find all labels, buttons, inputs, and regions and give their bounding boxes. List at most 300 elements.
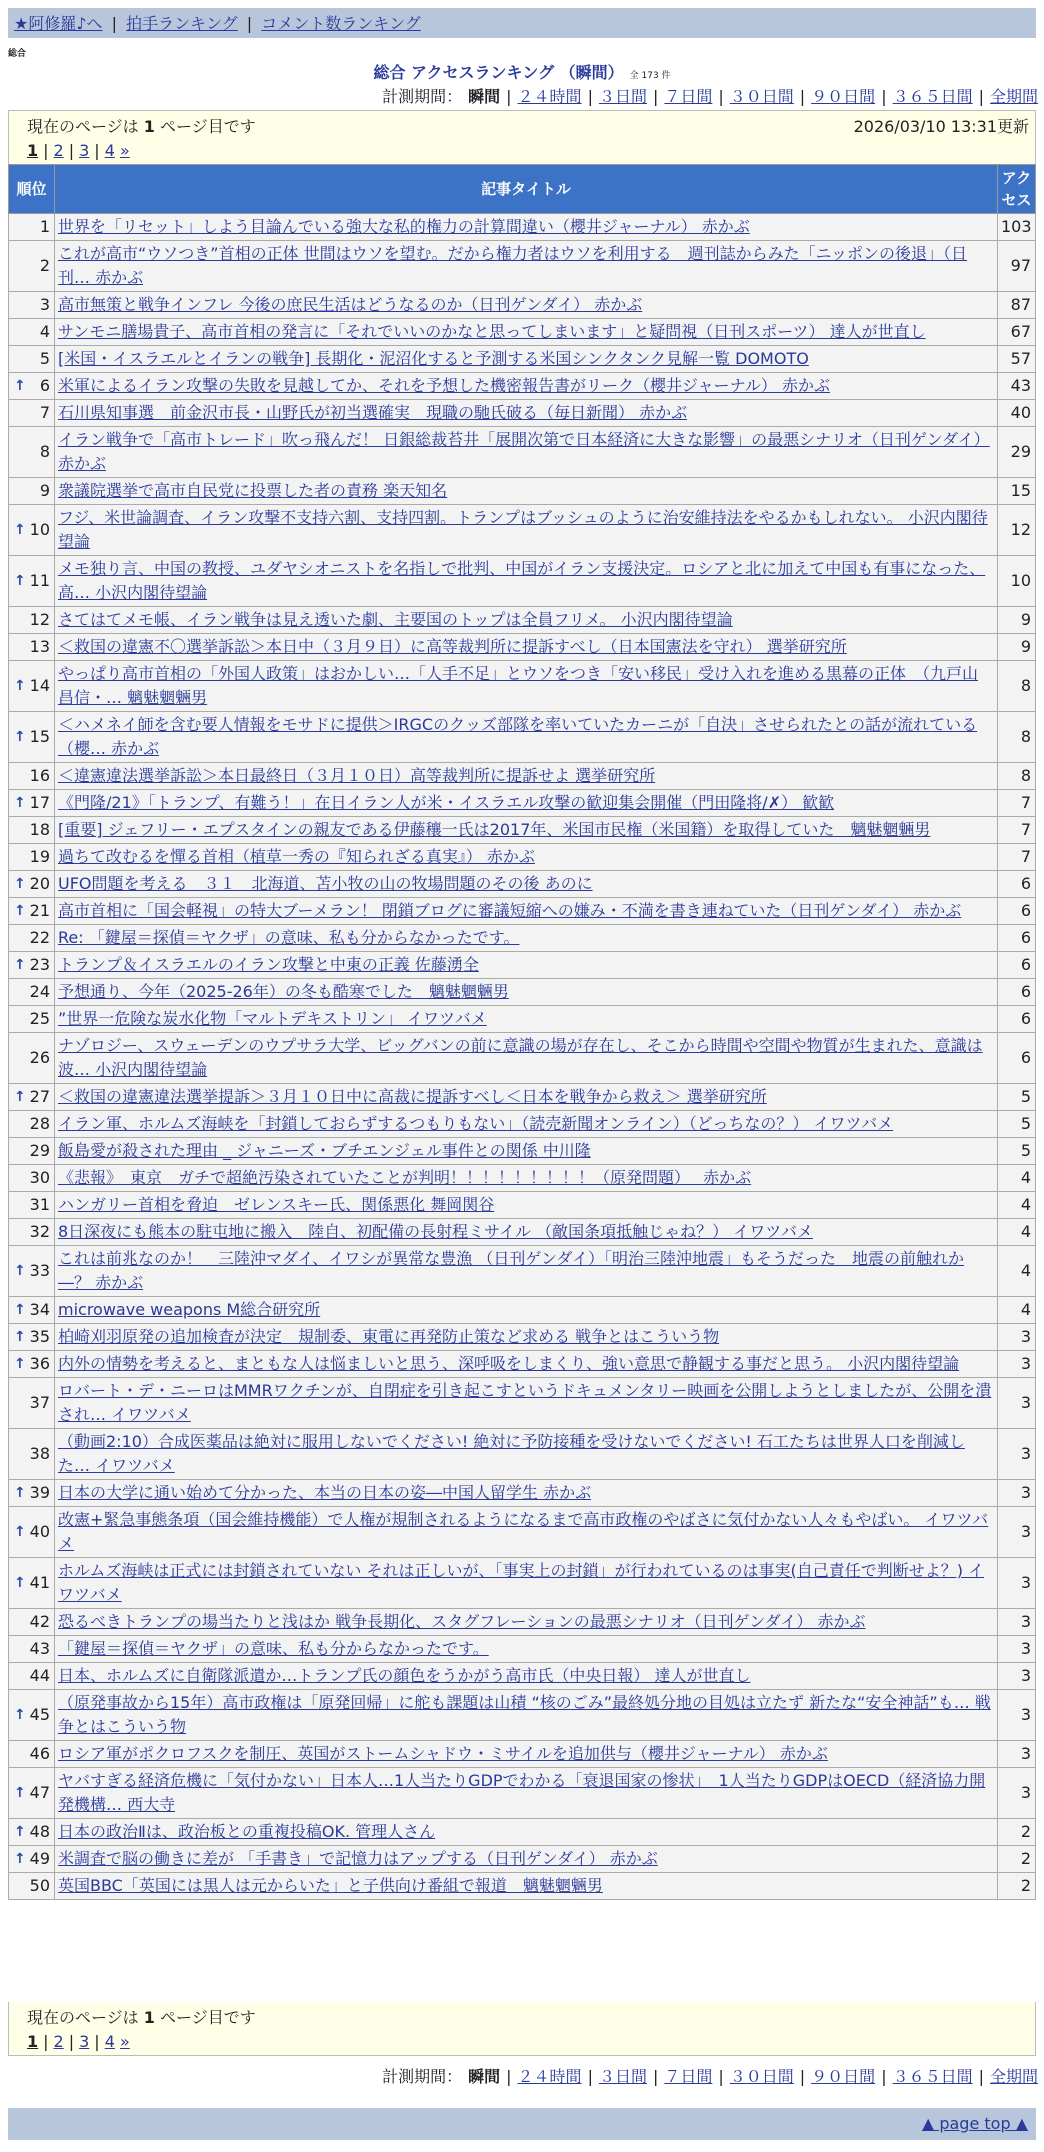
- rank-number: 12: [29, 610, 50, 629]
- rank-cell: [9, 634, 55, 661]
- rank-number: 46: [29, 1744, 50, 1763]
- rank-number: 1: [39, 217, 50, 236]
- rank-cell: [9, 1609, 55, 1636]
- count-cell: 2: [998, 1846, 1036, 1873]
- up-arrow-icon: ↑: [14, 957, 26, 973]
- table-row: [9, 1507, 1036, 1558]
- count-cell: 3: [998, 1480, 1036, 1507]
- rank-number: 16: [29, 766, 50, 785]
- article-title-link[interactable]: イラン戦争で「高市トレード」吹っ飛んだ！ 日銀総裁苔井「展開次第で日本経済に大きな影響」の最悪シナリオ（日刊ゲンダイ） 赤かぶ: [58, 430, 990, 473]
- up-arrow-icon: ↑: [14, 378, 26, 394]
- rank-cell: [9, 1351, 55, 1378]
- period-option-link[interactable]: ３０日間: [729, 87, 794, 106]
- period-option-link[interactable]: ３日間: [598, 2067, 647, 2086]
- title-cell: [55, 871, 998, 898]
- title-cell: [55, 712, 998, 763]
- up-arrow-icon: ↑: [14, 1329, 26, 1345]
- period-separator: |: [718, 87, 724, 106]
- rank-number: 20: [29, 874, 50, 893]
- table-row: [9, 661, 1036, 712]
- count-cell: 8: [998, 661, 1036, 712]
- rank-number: 28: [29, 1114, 50, 1133]
- period-separator: |: [799, 2067, 806, 2086]
- period-option-link[interactable]: ２４時間: [517, 87, 582, 106]
- count-cell: 4: [998, 1192, 1036, 1219]
- applause-ranking-link[interactable]: 拍手ランキング: [126, 14, 238, 33]
- period-option-link[interactable]: ３６５日間: [892, 87, 973, 106]
- count-cell: 7: [998, 817, 1036, 844]
- title-cell: [55, 898, 998, 925]
- table-row: [9, 556, 1036, 607]
- title-cell: [55, 1165, 998, 1192]
- rank-cell: [9, 712, 55, 763]
- pager-separator: |: [68, 141, 75, 160]
- rank-cell: [9, 373, 55, 400]
- table-row: [9, 1663, 1036, 1690]
- table-row: [9, 1558, 1036, 1609]
- rank-number: 47: [29, 1783, 50, 1802]
- current-page-number: 1: [143, 117, 155, 136]
- period-separator: |: [652, 87, 659, 106]
- article-title-link[interactable]: ロシア軍がポクロフスクを制圧、英国がストームシャドウ・ミサイルを追加供与（櫻井ジャーナル） 赤かぶ: [58, 1744, 828, 1763]
- rank-number: 36: [29, 1354, 50, 1373]
- rank-number: 25: [29, 1009, 50, 1028]
- rank-cell: [9, 1033, 55, 1084]
- table-row: [9, 1690, 1036, 1741]
- article-title-link[interactable]: 日本の大学に通い始めて分かった、本当の日本の姿―中国人留学生 赤かぶ: [58, 1483, 592, 1502]
- rank-cell: [9, 1324, 55, 1351]
- period-separator: |: [506, 87, 512, 106]
- table-row: [9, 346, 1036, 373]
- rank-number: 17: [29, 793, 50, 812]
- pager-page-link[interactable]: 3: [79, 2032, 90, 2051]
- period-option-link[interactable]: ３０日間: [729, 2067, 794, 2086]
- article-title-link[interactable]: イラン軍、ホルムズ海峡を「封鎖しておらずするつもりもない」（読売新聞オンライン）（どっちなの？） イワツバメ: [58, 1114, 894, 1133]
- table-row: [9, 214, 1036, 241]
- up-arrow-icon: ↑: [14, 522, 26, 538]
- up-arrow-icon: ↑: [14, 1785, 26, 1801]
- period-separator: |: [587, 2067, 593, 2086]
- rank-number: 33: [29, 1261, 50, 1280]
- period-option-link[interactable]: ２４時間: [517, 2067, 582, 2086]
- count-cell: 3: [998, 1429, 1036, 1480]
- period-current: 瞬間: [468, 87, 501, 106]
- rank-cell: [9, 400, 55, 427]
- article-title-link[interactable]: 米軍によるイラン攻撃の失敗を見越してか、それを予想した機密報告書がリーク（櫻井ジャーナル） 赤かぶ: [58, 376, 830, 395]
- table-row: [9, 1084, 1036, 1111]
- rank-number: 18: [29, 820, 50, 839]
- rank-number: 6: [39, 376, 50, 395]
- article-title-link[interactable]: ナゾロジー、スウェーデンのウプサラ大学、ビッグバンの前に意識の場が存在し、そこから時間や空間や物質が生まれた、意識は波… 小沢内閣待望論: [58, 1036, 983, 1079]
- table-row: [9, 1429, 1036, 1480]
- count-cell: 15: [998, 478, 1036, 505]
- col-header-title: 記事タイトル: [55, 165, 998, 214]
- article-title-link[interactable]: 飯島愛が殺された理由 _ ジャニーズ・ブチエンジェル事件との関係 中川隆: [58, 1141, 591, 1160]
- rank-cell: [9, 1846, 55, 1873]
- title-cell: [55, 925, 998, 952]
- title-cell: [55, 1846, 998, 1873]
- article-title-link[interactable]: ヤバすぎる経済危機に「気付かない」日本人…1人当たりGDPでわかる「衰退国家の惨状」 1人当たりGDPはOECD（経済協力開発機構… 西大寺: [58, 1771, 986, 1814]
- table-row: [9, 1111, 1036, 1138]
- title-cell: [55, 292, 998, 319]
- title-cell: [55, 1192, 998, 1219]
- rank-number: 5: [39, 349, 50, 368]
- count-cell: 40: [998, 400, 1036, 427]
- article-title-link[interactable]: トランプ＆イスラエルのイラン攻撃と中東の正義 佐藤湧全: [58, 955, 479, 974]
- title-cell: [55, 1663, 998, 1690]
- table-row: [9, 1246, 1036, 1297]
- table-row: [9, 1378, 1036, 1429]
- table-row: [9, 1006, 1036, 1033]
- title-cell: [55, 1246, 998, 1297]
- title-cell: [55, 1507, 998, 1558]
- article-title-link[interactable]: ＜ハメネイ師を含む要人情報をモサドに提供＞IRGCのクッズ部隊を率いていたカーニが「自決」させられたとの話が流れている（櫻… 赤かぶ: [58, 715, 978, 758]
- count-cell: 4: [998, 1246, 1036, 1297]
- rank-number: 29: [29, 1141, 50, 1160]
- rank-number: 30: [29, 1168, 50, 1187]
- count-cell: 43: [998, 373, 1036, 400]
- rank-number: 32: [29, 1222, 50, 1241]
- article-title-link[interactable]: 内外の情勢を考えると、まともな人は悩ましいと思う、深呼吸をしまくり、強い意思で静観する事だと思う。 小沢内閣待望論: [58, 1354, 960, 1373]
- article-title-link[interactable]: UFO問題を考える ３１ 北海道、苫小牧の山の牧場問題のその後 あのに: [58, 874, 593, 893]
- period-selector: [382, 84, 1038, 107]
- count-cell: 6: [998, 898, 1036, 925]
- table-row: [9, 478, 1036, 505]
- title-cell: [55, 1558, 998, 1609]
- title-cell: [55, 1609, 998, 1636]
- current-page-text-pre: 現在のページは: [27, 117, 139, 136]
- pager-page-link[interactable]: 3: [79, 141, 90, 160]
- article-title-link[interactable]: これが高市“ウソつき”首相の正体 世間はウソを望む。だから権力者はウソを利用する 週刊誌からみた「ニッポンの後退」（日刊… 赤かぶ: [58, 244, 968, 287]
- rank-number: 15: [29, 727, 50, 746]
- count-cell: 3: [998, 1378, 1036, 1429]
- rank-cell: [9, 1819, 55, 1846]
- rank-cell: [9, 1378, 55, 1429]
- title-cell: [55, 1084, 998, 1111]
- rank-cell: [9, 1690, 55, 1741]
- rank-cell: [9, 1297, 55, 1324]
- article-title-link[interactable]: 高市無策と戦争インフレ 今後の庶民生活はどうなるのか（日刊ゲンダイ） 赤かぶ: [58, 295, 643, 314]
- rank-number: 26: [29, 1048, 50, 1067]
- count-cell: 5: [998, 1084, 1036, 1111]
- count-cell: 9: [998, 607, 1036, 634]
- rank-cell: [9, 427, 55, 478]
- table-row: [9, 979, 1036, 1006]
- period-option-link[interactable]: ３日間: [598, 87, 647, 106]
- ranking-table: [8, 164, 1036, 1900]
- title-cell: [55, 400, 998, 427]
- rank-number: 50: [29, 1876, 50, 1895]
- article-title-link[interactable]: ＜違憲違法選挙訴訟＞本日最終日（３月１０日）高等裁判所に提訴せよ 選挙研究所: [58, 766, 656, 785]
- up-arrow-icon: ↑: [14, 876, 26, 892]
- up-arrow-icon: ↑: [14, 1356, 26, 1372]
- rank-cell: [9, 214, 55, 241]
- title-cell: [55, 1324, 998, 1351]
- article-title-link[interactable]: ＜救国の違憲違法選挙提訴＞３月１０日中に高裁に提訴すべし＜日本を戦争から救え＞ 選挙研究所: [58, 1087, 767, 1106]
- period-option-link[interactable]: ７日間: [664, 2067, 713, 2086]
- table-row: [9, 1033, 1036, 1084]
- rank-number: 2: [39, 256, 50, 275]
- article-title-link[interactable]: さてはてメモ帳、イラン戦争は見え透いた劇、主要国のトップは全員フリメ。 小沢内閣待望論: [58, 610, 733, 629]
- title-cell: [55, 1006, 998, 1033]
- pager-next-link[interactable]: »: [119, 2032, 130, 2051]
- rank-number: 21: [29, 901, 50, 920]
- title-cell: [55, 556, 998, 607]
- page-top-link[interactable]: ▲ page top ▲: [921, 2114, 1028, 2133]
- article-title-link[interactable]: microwave weapons M総合研究所: [58, 1300, 321, 1319]
- pager-separator: |: [68, 2032, 75, 2051]
- rank-cell: [9, 763, 55, 790]
- count-cell: 3: [998, 1351, 1036, 1378]
- table-row: [9, 790, 1036, 817]
- period-option-link[interactable]: ３６５日間: [892, 2067, 973, 2086]
- count-cell: 3: [998, 1507, 1036, 1558]
- article-title-link[interactable]: 衆議院選挙で高市自民党に投票した者の責務 楽天知名: [58, 481, 448, 500]
- title-cell: [55, 1819, 998, 1846]
- count-cell: 103: [998, 214, 1036, 241]
- period-option-link[interactable]: ７日間: [664, 87, 713, 106]
- article-title-link[interactable]: 恐るべきトランプの場当たりと浅はか 戦争長期化、スタグフレーションの最悪シナリオ（日刊ゲンダイ） 赤かぶ: [58, 1612, 866, 1631]
- count-cell: 6: [998, 925, 1036, 952]
- table-row: [9, 1324, 1036, 1351]
- article-title-link[interactable]: ハンガリー首相を脅迫 ゼレンスキー氏、関係悪化 舞岡関谷: [58, 1195, 495, 1214]
- title-cell: [55, 763, 998, 790]
- nav-separator: |: [246, 14, 253, 33]
- comment-ranking-link[interactable]: コメント数ランキング: [261, 14, 421, 33]
- table-row: [9, 898, 1036, 925]
- up-arrow-icon: ↑: [14, 1524, 26, 1540]
- rank-number: 14: [29, 676, 50, 695]
- count-cell: 4: [998, 1297, 1036, 1324]
- up-arrow-icon: ↑: [14, 573, 26, 589]
- table-header-row: [9, 165, 1036, 214]
- count-cell: 3: [998, 1636, 1036, 1663]
- up-arrow-icon: ↑: [14, 1302, 26, 1318]
- title-cell: [55, 1741, 998, 1768]
- article-title-link[interactable]: フジ、米世論調査、イラン攻撃不支持六割、支持四割。トランプはブッシュのように治安維持法をやるかもしれない。 小沢内閣待望論: [58, 508, 988, 551]
- rank-number: 13: [29, 637, 50, 656]
- article-title-link[interactable]: （動画2:10）合成医薬品は絶対に服用しないでください! 絶対に予防接種を受けないでください! 石工たちは世界人口を削減した… イワツバメ: [58, 1432, 965, 1475]
- rank-number: 24: [29, 982, 50, 1001]
- rank-cell: [9, 1246, 55, 1297]
- count-cell: 9: [998, 634, 1036, 661]
- count-cell: 5: [998, 1138, 1036, 1165]
- article-title-link[interactable]: 《悲報》 東京 ガチで超絶汚染されていたことが判明！！！！！！！！！（原発問題） 赤かぶ: [58, 1168, 752, 1187]
- article-title-link[interactable]: これは前兆なのか！ 三陸沖マダイ、イワシが異常な豊漁 （日刊ゲンダイ）「明治三陸沖地震」もそうだった 地震の前触れか―？ 赤かぶ: [58, 1249, 965, 1292]
- title-cell: [55, 478, 998, 505]
- count-cell: 5: [998, 1111, 1036, 1138]
- table-row: [9, 844, 1036, 871]
- up-arrow-icon: ↑: [14, 729, 26, 745]
- title-cell: [55, 1768, 998, 1819]
- article-title-link[interactable]: やっぱり高市首相の「外国人政策」はおかしい…「人手不足」とウソをつき「安い移民」受け入れを進める黒幕の正体 （九戸山 昌信・… 魑魅魍魎男: [58, 664, 979, 707]
- title-cell: [55, 214, 998, 241]
- article-title-link[interactable]: 《門隆/21》「トランプ、有難う！」在日イラン人が米・イスラエル攻撃の歓迎集会開催（門田隆将/✗） 歓歓: [58, 793, 835, 812]
- count-cell: 87: [998, 292, 1036, 319]
- count-cell: 29: [998, 427, 1036, 478]
- title-cell: [55, 661, 998, 712]
- count-cell: 2: [998, 1873, 1036, 1900]
- article-title-link[interactable]: [米国・イスラエルとイランの戦争] 長期化・泥沼化すると予測する米国シンクタンク見解一覧 DOMOTO: [58, 349, 809, 368]
- up-arrow-icon: ↑: [14, 1575, 26, 1591]
- table-row: [9, 1165, 1036, 1192]
- rank-cell: [9, 790, 55, 817]
- article-title-link[interactable]: サンモニ膳場貴子、高市首相の発言に「それでいいのかなと思ってしまいます」と疑問視（日刊スポーツ） 達人が世直し: [58, 322, 926, 341]
- rank-number: 45: [29, 1705, 50, 1724]
- article-title-link[interactable]: 「鍵屋＝探偵＝ヤクザ」の意味、私も分からなかったです。: [58, 1639, 489, 1658]
- table-row: [9, 712, 1036, 763]
- title-cell: [55, 607, 998, 634]
- count-cell: 3: [998, 1741, 1036, 1768]
- article-title-link[interactable]: 米調査で脳の働きに差が 「手書き」で記憶力はアップする（日刊ゲンダイ） 赤かぶ: [58, 1849, 658, 1868]
- table-row: [9, 319, 1036, 346]
- pager-page-link[interactable]: 4: [104, 141, 115, 160]
- article-title-link[interactable]: 石川県知事選 前金沢市長・山野氏が初当選確実 現職の馳氏破る（毎日新聞） 赤かぶ: [58, 403, 688, 422]
- article-title-link[interactable]: 改憲+緊急事態条項（国会維持機能）で人権が規制されるようになるまで高市政権のやばさに気付かない人々もやばい。 イワツバメ: [58, 1510, 989, 1553]
- table-row: [9, 505, 1036, 556]
- rank-cell: [9, 979, 55, 1006]
- count-cell: 3: [998, 1690, 1036, 1741]
- rank-number: 23: [29, 955, 50, 974]
- rank-cell: [9, 292, 55, 319]
- title-cell: [55, 1429, 998, 1480]
- pager-page-link[interactable]: 2: [53, 141, 64, 160]
- pager-current: 1: [27, 2032, 39, 2051]
- rank-number: 35: [29, 1327, 50, 1346]
- count-cell: 97: [998, 241, 1036, 292]
- title-cell: [55, 1378, 998, 1429]
- article-title-link[interactable]: 高市首相に「国会軽視」の特大ブーメラン！ 閉鎖ブログに審議短縮への嫌み・不満を書き連ねていた（日刊ゲンダイ） 赤かぶ: [58, 901, 962, 920]
- article-title-link[interactable]: 英国BBC「英国には黒人は元からいた」と子供向け番組で報道 魑魅魍魎男: [58, 1876, 603, 1895]
- pager-separator: |: [94, 141, 100, 160]
- up-arrow-icon: ↑: [14, 1263, 26, 1279]
- rank-number: 40: [29, 1522, 50, 1541]
- count-cell: 3: [998, 1768, 1036, 1819]
- rank-cell: [9, 1768, 55, 1819]
- article-title-link[interactable]: メモ独り言、中国の教授、ユダヤシオニストを名指しで批判、中国がイラン支援決定。ロシアと北に加えて中国も有事になった、高… 小沢内閣待望論: [58, 559, 986, 602]
- period-separator: |: [587, 87, 593, 106]
- article-title-link[interactable]: 日本の政治Ⅱは、政治板との重複投稿OK. 管理人さん: [58, 1822, 436, 1841]
- rank-cell: [9, 1429, 55, 1480]
- title-cell: [55, 1480, 998, 1507]
- period-current: 瞬間: [468, 2067, 501, 2086]
- article-title-link[interactable]: 8日深夜にも熊本の駐屯地に搬入 陸自、初配備の長射程ミサイル （敵国条項抵触じゃね？） イワツバメ: [58, 1222, 813, 1241]
- pager-separator: |: [43, 2032, 49, 2051]
- rank-cell: [9, 556, 55, 607]
- article-title-link[interactable]: 柏崎刈羽原発の追加検査が決定 規制委、東電に再発防止策など求める 戦争とはこういう物: [58, 1327, 720, 1346]
- rank-cell: [9, 925, 55, 952]
- rank-cell: [9, 1558, 55, 1609]
- article-title-link[interactable]: ＜救国の違憲不〇選挙訴訟＞本日中（３月９日）に高等裁判所に提訴すべし（日本国憲法を守れ） 選挙研究所: [58, 637, 847, 656]
- article-title-link[interactable]: 過ちて改むるを憚る首相（植草一秀の『知られざる真実』） 赤かぶ: [58, 847, 535, 866]
- count-cell: 12: [998, 505, 1036, 556]
- period-option-link[interactable]: 全期間: [989, 2067, 1038, 2086]
- rank-cell: [9, 607, 55, 634]
- rank-cell: [9, 898, 55, 925]
- rank-cell: [9, 346, 55, 373]
- period-separator: |: [881, 2067, 887, 2086]
- pager-page-link[interactable]: 2: [53, 2032, 64, 2051]
- rank-number: 37: [29, 1393, 50, 1412]
- pager-current: 1: [27, 141, 39, 160]
- count-cell: 7: [998, 844, 1036, 871]
- article-title-link[interactable]: 世界を「リセット」しよう目論んでいる強大な私的権力の計算間違い（櫻井ジャーナル） 赤かぶ: [58, 217, 750, 236]
- pager-page-link[interactable]: 4: [104, 2032, 115, 2051]
- rank-cell: [9, 1219, 55, 1246]
- current-page-text-post: ページ目です: [160, 117, 256, 136]
- title-cell: [55, 1219, 998, 1246]
- home-link[interactable]: ★阿修羅♪へ: [14, 14, 103, 33]
- period-option-link[interactable]: ９０日間: [811, 2067, 876, 2086]
- rank-cell: [9, 1192, 55, 1219]
- rank-cell: [9, 505, 55, 556]
- article-title-link[interactable]: 予想通り、今年（2025-26年）の冬も酷寒でした 魑魅魍魎男: [58, 982, 509, 1001]
- rank-number: 7: [39, 403, 50, 422]
- table-row: [9, 1768, 1036, 1819]
- rank-number: 49: [29, 1849, 50, 1868]
- current-page-number: 1: [143, 2008, 155, 2027]
- table-row: [9, 1609, 1036, 1636]
- rank-cell: [9, 1507, 55, 1558]
- rank-cell: [9, 1741, 55, 1768]
- article-title-link[interactable]: ロバート・デ・ニーロはMMRワクチンが、自閉症を引き起こすというドキュメンタリー映画を公開しようとしましたが、公開を潰され… イワツバメ: [58, 1381, 992, 1424]
- rank-number: 44: [29, 1666, 50, 1685]
- article-title-link[interactable]: （原発事故から15年）高市政権は「原発回帰」に舵も課題は山積 “核のごみ”最終処分地の目処は立たず 新たな“安全神話”も… 戦争とはこういう物: [58, 1693, 991, 1736]
- up-arrow-icon: ↑: [14, 795, 26, 811]
- article-title-link[interactable]: [重要] ジェフリー・エプスタインの親友である伊藤穰一氏は2017年、米国市民権（米国籍）を取得していた 魑魅魍魎男: [58, 820, 931, 839]
- table-row: [9, 1138, 1036, 1165]
- rank-cell: [9, 1873, 55, 1900]
- rank-number: 34: [29, 1300, 50, 1319]
- pager-next-link[interactable]: »: [119, 141, 130, 160]
- count-cell: 3: [998, 1609, 1036, 1636]
- rank-cell: [9, 871, 55, 898]
- article-title-link[interactable]: ”世界一危険な炭水化物「マルトデキストリン」 イワツバメ: [58, 1009, 487, 1028]
- page-title-wrap: [0, 60, 1044, 83]
- page-title: 総合 アクセスランキング （瞬間）: [373, 63, 624, 82]
- table-row: [9, 1297, 1036, 1324]
- period-label: 計測期間：: [382, 2067, 463, 2086]
- rank-cell: [9, 844, 55, 871]
- title-cell: [55, 1111, 998, 1138]
- period-option-link[interactable]: ９０日間: [811, 87, 876, 106]
- up-arrow-icon: ↑: [14, 1485, 26, 1501]
- rank-number: 31: [29, 1195, 50, 1214]
- table-row: [9, 763, 1036, 790]
- title-cell: [55, 241, 998, 292]
- nav-separator: |: [111, 14, 118, 33]
- total-count: 全 173 件: [629, 71, 671, 81]
- title-cell: [55, 1636, 998, 1663]
- rank-number: 48: [29, 1822, 50, 1841]
- rank-number: 43: [29, 1639, 50, 1658]
- period-option-link[interactable]: 全期間: [989, 87, 1038, 106]
- rank-cell: [9, 952, 55, 979]
- col-header-rank: 順位: [9, 165, 55, 214]
- table-row: [9, 1219, 1036, 1246]
- rank-number: 38: [29, 1444, 50, 1463]
- table-row: [9, 292, 1036, 319]
- article-title-link[interactable]: 日本、ホルムズに自衛隊派遣か…トランプ氏の顔色をうかがう高市氏（中央日報） 達人が世直し: [58, 1666, 751, 1685]
- rank-number: 19: [29, 847, 50, 866]
- title-cell: [55, 1138, 998, 1165]
- article-title-link[interactable]: ホルムズ海峡は正式には封鎖されていない それは正しいが、「事実上の封鎖」が行われているのは事実(自己責任で判断せよ？) イワツバメ: [58, 1561, 985, 1604]
- article-title-link[interactable]: Re: 「鍵屋＝探偵＝ヤクザ」の意味、私も分からなかったです。: [58, 928, 520, 947]
- rank-cell: [9, 1084, 55, 1111]
- title-cell: [55, 346, 998, 373]
- count-cell: 8: [998, 712, 1036, 763]
- title-cell: [55, 427, 998, 478]
